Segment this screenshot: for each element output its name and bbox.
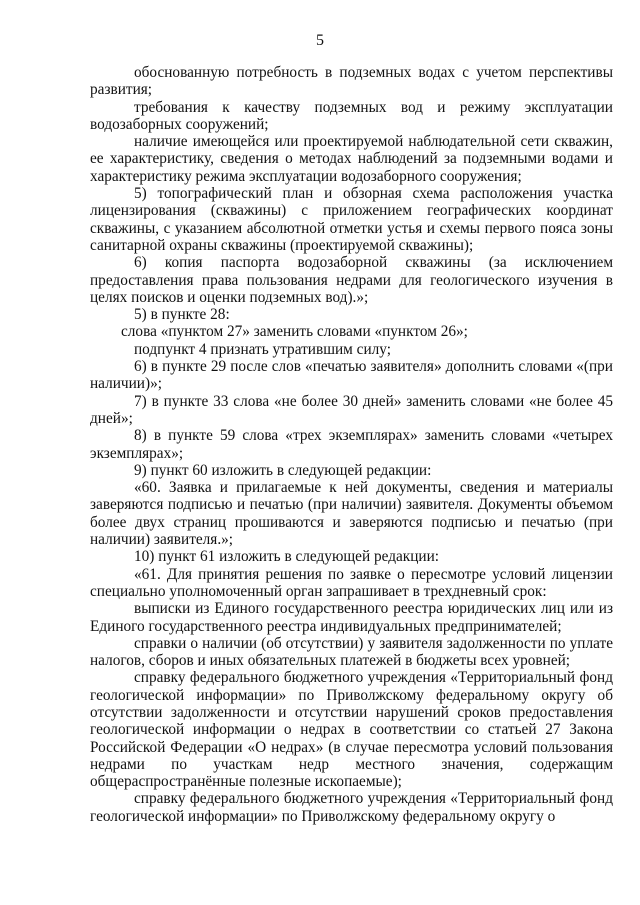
paragraph: 5) в пункте 28: (134, 306, 230, 324)
paragraph: 7) в пункте 33 слова «не более 30 дней» заменить словами «не более 45 дней»; (90, 392, 613, 427)
paragraph: справку федерального бюджетного учреждения «Территориальный фонд геологической информации» по Приволжскому федеральному округу об отсутствии задолженности и отсутствии нарушений сроков предоставления геологической информации о недрах в соответствии со статьей 27 Закона Российской Федерации «О недрах» (в случае пересмотра условий пользования недрами по участкам недр местного значения, содержащим общераспространённые полезные ископаемые); (90, 669, 613, 791)
paragraph: 8) в пункте 59 слова «трех экземплярах» заменить словами «четырех экземплярах»; (90, 427, 613, 462)
paragraph: 10) пункт 61 изложить в следующей редакции: (134, 548, 440, 566)
paragraph: требования к качеству подземных вод и режиму эксплуатации водозаборных сооружений; (90, 98, 613, 133)
paragraph: выписки из Единого государственного реестра юридических лиц или из Единого государственного реестра индивидуальных предпринимателей; (90, 600, 613, 635)
paragraph: 6) в пункте 29 после слов «печатью заявителя» дополнить словами «(при наличии)»; (90, 358, 613, 393)
page-number: 5 (316, 32, 324, 49)
paragraph: 5) топографический план и обзорная схема расположения участка лицензирования (скважины) с приложением географических координат скважины, с указанием абсолютной отметки устья и схемы первого пояса зоны санитарной охраны скважины (проектируемой скважины); (90, 185, 613, 254)
paragraph: 6) копия паспорта водозаборной скважины (за исключением предоставления права пользования недрами для геологического изучения в целях поисков и оценки подземных вод).»; (90, 254, 613, 306)
paragraph: подпункт 4 признать утратившим силу; (134, 340, 391, 358)
paragraph: «61. Для принятия решения по заявке о пересмотре условий лицензии специально уполномоченный орган запрашивает в трехдневный срок: (90, 565, 613, 600)
document-body (90, 64, 613, 825)
paragraph: 9) пункт 60 изложить в следующей редакции: (134, 461, 432, 479)
paragraph: наличие имеющейся или проектируемой наблюдательной сети скважин, ее характеристику, сведения о методах наблюдений за подземными водами и характеристику режима эксплуатации водозаборного сооружения; (90, 133, 613, 185)
paragraph: слова «пунктом 27» заменить словами «пунктом 26»; (121, 323, 468, 341)
paragraph: справку федерального бюджетного учреждения «Территориальный фонд геологической информации» по Приволжскому федеральному округу о (90, 790, 613, 825)
paragraph: «60. Заявка и прилагаемые к ней документы, сведения и материалы заверяются подписью и печатью (при наличии) заявителя. Документы объемом более двух страниц прошиваются и заверяются подписью и печатью (при наличии) заявителя.»; (90, 479, 613, 549)
paragraph: справки о наличии (об отсутствии) у заявителя задолженности по уплате налогов, сборов и иных обязательных платежей в бюджеты всех уровней; (90, 634, 613, 670)
paragraph: обоснованную потребность в подземных водах с учетом перспективы развития; (90, 64, 613, 99)
